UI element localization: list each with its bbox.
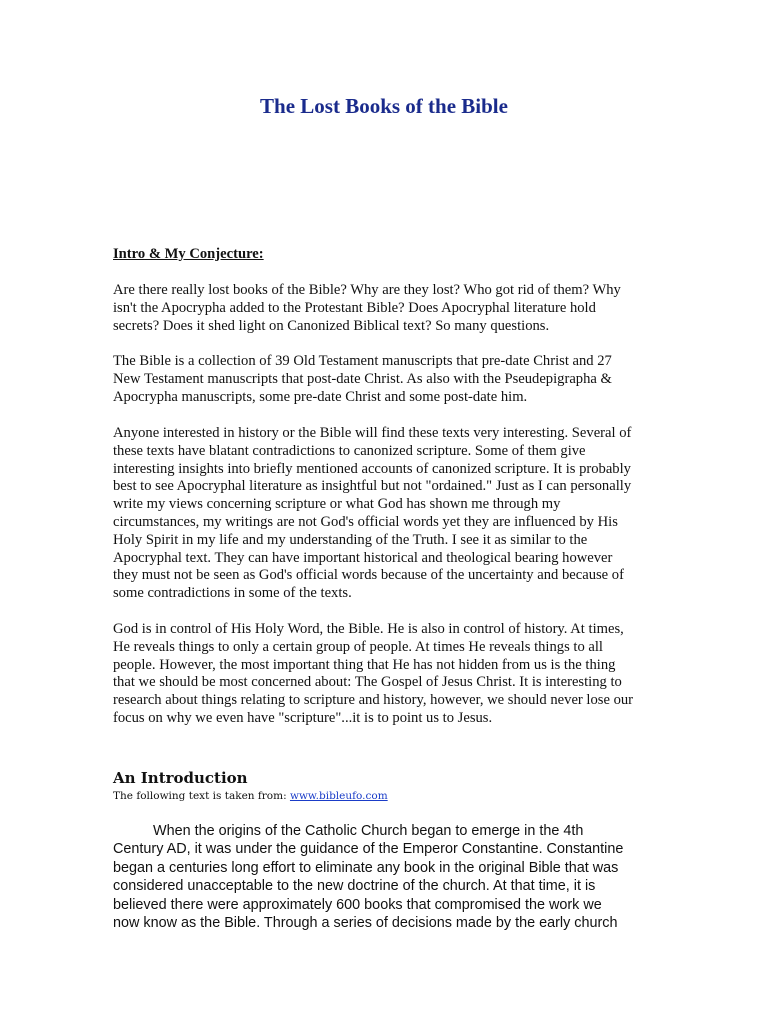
quoted-text-block (113, 822, 658, 932)
source-attribution (113, 790, 388, 802)
source-link[interactable]: www.bibleufo.com (289, 790, 388, 802)
quoted-line: believed there were approximately 600 books that compromised the work we (113, 896, 602, 913)
paragraph-line: research about things relating to scripture and history, however, we should never lose our (113, 692, 634, 709)
paragraph-line: Holy Spirit in my life and my understanding of the Truth. I see it as similar to the (113, 531, 588, 548)
paragraph-line: Anyone interested in history or the Bible will find these texts very interesting. Several of (113, 425, 632, 441)
paragraph-line: focus on why we even have "scripture"...it is to point us to Jesus. (113, 709, 493, 726)
paragraph-line: He reveals things to only a certain group of people. At times He reveals things to all (113, 638, 603, 655)
paragraph-3 (113, 425, 658, 603)
source-prefix: The following text is taken from: (113, 790, 290, 802)
paragraph-line: Apocrypha manuscripts, some pre-date Christ and some post-date him. (113, 388, 528, 405)
paragraph-line: best to see Apocryphal literature as insightful but not "ordained." Just as I can personally (113, 478, 632, 495)
paragraph-line: these texts have blatant contradictions to canonized scripture. Some of them give (113, 442, 586, 459)
quoted-line: now know as the Bible. Through a series of decisions made by the early church (113, 915, 618, 932)
intro-conjecture-heading: Intro & My Conjecture: (113, 246, 264, 262)
paragraph-line: New Testament manuscripts that post-date Christ. As also with the Pseudepigrapha & (113, 370, 612, 387)
paragraph-line: people. However, the most important thing that He has not hidden from us is the thing (113, 656, 616, 673)
quoted-line: began a centuries long effort to eliminate any book in the original Bible that was (113, 859, 619, 876)
paragraph-line: interesting insights into briefly mentioned accounts of canonized scripture. It is probably (113, 460, 631, 477)
quoted-line: Century AD, it was under the guidance of the Emperor Constantine. Constantine (113, 841, 624, 858)
paragraph-1 (113, 282, 658, 335)
paragraph-line: they must not be seen as God's official words because of the uncertainty and because of (113, 567, 624, 584)
paragraph-line: secrets? Does it shed light on Canonized Biblical text? So many questions. (113, 317, 550, 334)
paragraph-line: Apocryphal text. They can have important historical and theological bearing however (113, 549, 613, 566)
paragraph-line: God is in control of His Holy Word, the Bible. He is also in control of history. At times, (113, 621, 624, 637)
an-introduction-heading: An Introduction (113, 769, 248, 787)
paragraph-line: write my views concerning scripture or what God has shown me through my (113, 496, 561, 513)
paragraph-line: circumstances, my writings are not God's official words yet they are influenced by His (113, 513, 618, 530)
quoted-line: When the origins of the Catholic Church began to emerge in the 4th (113, 823, 584, 839)
paragraph-line: isn't the Apocrypha added to the Protestant Bible? Does Apocryphal literature hold (113, 299, 596, 316)
quoted-line: considered unacceptable to the new doctrine of the church. At that time, it is (113, 878, 596, 895)
paragraph-4 (113, 621, 658, 728)
paragraph-line: Are there really lost books of the Bible? Why are they lost? Who got rid of them? Why (113, 282, 621, 298)
paragraph-line: some contradictions in some of the texts. (113, 585, 352, 602)
page-title: The Lost Books of the Bible (260, 94, 508, 118)
paragraph-line: The Bible is a collection of 39 Old Testament manuscripts that pre-date Christ and 27 (113, 353, 612, 369)
paragraph-2 (113, 353, 658, 406)
paragraph-line: that we should be most concerned about: The Gospel of Jesus Christ. It is interesting to (113, 674, 622, 691)
